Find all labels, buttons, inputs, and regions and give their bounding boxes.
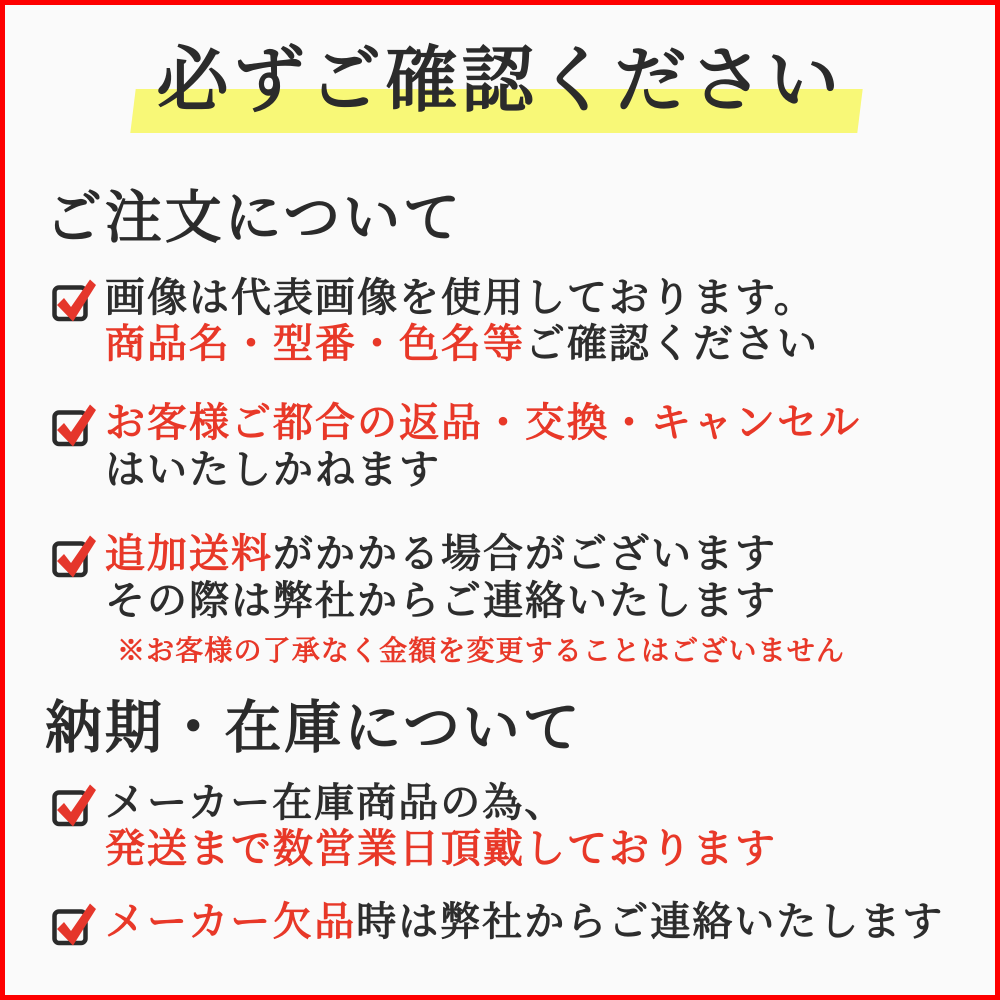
checked-checkbox-icon (51, 276, 97, 326)
notice-item-returns-cancel (51, 400, 995, 493)
item-line (105, 400, 861, 446)
notice-item-text (105, 531, 845, 667)
section-delivery-stock-heading: 納期・在庫について (45, 693, 583, 761)
item-line (105, 321, 819, 367)
section-orders-heading: ご注文について (45, 184, 463, 252)
checked-checkbox-icon (51, 401, 97, 451)
notice-item-text (105, 275, 819, 368)
checked-checkbox-icon (51, 532, 97, 582)
item-line (105, 899, 944, 945)
text-segment: がかかる場合がございます (273, 530, 777, 578)
text-segment: ご確認ください (525, 319, 819, 367)
text-segment-emphasis: お客様ご都合の返品・交換・キャンセル (105, 399, 861, 447)
checked-checkbox-icon (51, 900, 97, 950)
notice-item-text (105, 780, 777, 873)
notice-item-text (105, 400, 861, 493)
item-line (105, 275, 819, 321)
notice-item-maker-shortage (51, 899, 995, 950)
text-segment-emphasis: 追加送料 (105, 530, 273, 578)
checked-checkbox-icon (51, 781, 97, 831)
text-segment: メーカー在庫商品の為、 (105, 778, 567, 826)
text-segment-emphasis: メーカー欠品 (105, 897, 357, 945)
item-line (105, 780, 777, 826)
text-segment: 時は弊社からご連絡いたします (356, 897, 945, 945)
text-segment: はいたしかねます (105, 445, 441, 493)
text-segment: その際は弊社からご連絡いたします (105, 576, 777, 624)
item-line (105, 447, 861, 493)
notice-item-text (105, 899, 944, 945)
page-title (151, 31, 850, 128)
notice-item-representative-image (51, 275, 995, 368)
text-segment-emphasis: 発送まで数営業日頂戴しております (105, 825, 777, 873)
price-change-note: ※お客様の了承なく金額を変更することはございません (117, 633, 846, 667)
item-line (105, 578, 845, 624)
item-line (105, 826, 777, 872)
notice-item-maker-stock (51, 780, 995, 873)
text-segment-emphasis: 商品名・型番・色名等 (105, 319, 525, 367)
item-line (105, 531, 845, 577)
page-title-text: 必ずご確認ください (156, 37, 844, 122)
section-delivery-stock (5, 694, 995, 950)
notice-item-extra-shipping (51, 531, 995, 667)
text-segment: 画像は代表画像を使用しております。 (105, 273, 816, 321)
section-orders (5, 184, 995, 667)
